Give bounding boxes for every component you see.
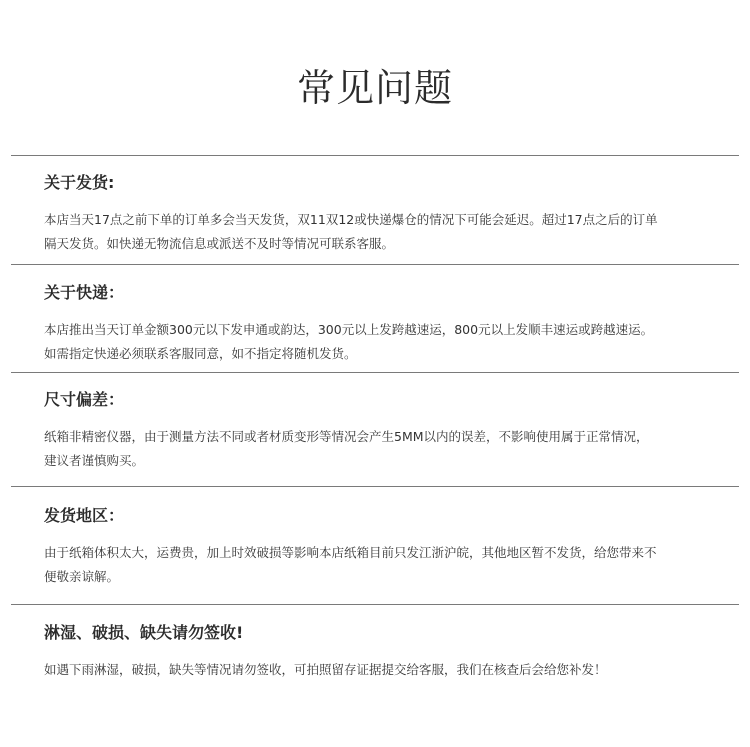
section-body <box>44 425 724 473</box>
faq-section-courier <box>44 282 724 366</box>
faq-section-damage <box>44 622 724 682</box>
faq-section-shipping <box>44 172 724 256</box>
faq-section-shipping-region <box>44 505 724 589</box>
section-body <box>44 318 724 366</box>
divider <box>11 264 739 265</box>
section-heading: 关于发货: <box>44 173 115 192</box>
section-body <box>44 208 724 256</box>
body-line: 如遇下雨淋湿，破损，缺失等情况请勿签收，可拍照留存证据提交给客服，我们在核查后会给您补发！ <box>44 662 607 677</box>
body-line: 由于纸箱体积太大，运费贵，加上时效破损等影响本店纸箱目前只发江浙沪皖，其他地区暂不发货，给您带来不 <box>44 545 657 560</box>
body-line: 隔天发货。如快递无物流信息或派送不及时等情况可联系客服。 <box>44 236 395 251</box>
divider <box>11 604 739 605</box>
body-line: 本店当天17点之前下单的订单多会当天发货，双11双12或快递爆仓的情况下可能会延迟。超过17点之后的订单 <box>44 212 658 227</box>
page-title: 常见问题 <box>296 66 453 110</box>
divider <box>11 155 739 156</box>
body-line: 便敬亲谅解。 <box>44 569 120 584</box>
section-heading: 关于快递： <box>44 283 125 302</box>
body-line: 如需指定快递必须联系客服同意，如不指定将随机发货。 <box>44 346 357 361</box>
section-heading: 淋湿、破损、缺失请勿签收! <box>44 623 244 642</box>
body-line: 建议者谨慎购买。 <box>44 453 145 468</box>
body-line: 本店推出当天订单金额300元以下发申通或韵达，300元以上发跨越速运，800元以上发顺丰速运或跨越速运。 <box>44 322 654 337</box>
divider <box>11 486 739 487</box>
faq-section-size-deviation <box>44 389 724 473</box>
section-body <box>44 541 724 589</box>
body-line: 纸箱非精密仪器，由于测量方法不同或者材质变形等情况会产生5MM以内的误差，不影响使用属于正常情况， <box>44 429 649 444</box>
section-body <box>44 658 724 682</box>
section-heading: 发货地区： <box>44 506 125 525</box>
section-heading: 尺寸偏差： <box>44 390 125 409</box>
divider <box>11 372 739 373</box>
